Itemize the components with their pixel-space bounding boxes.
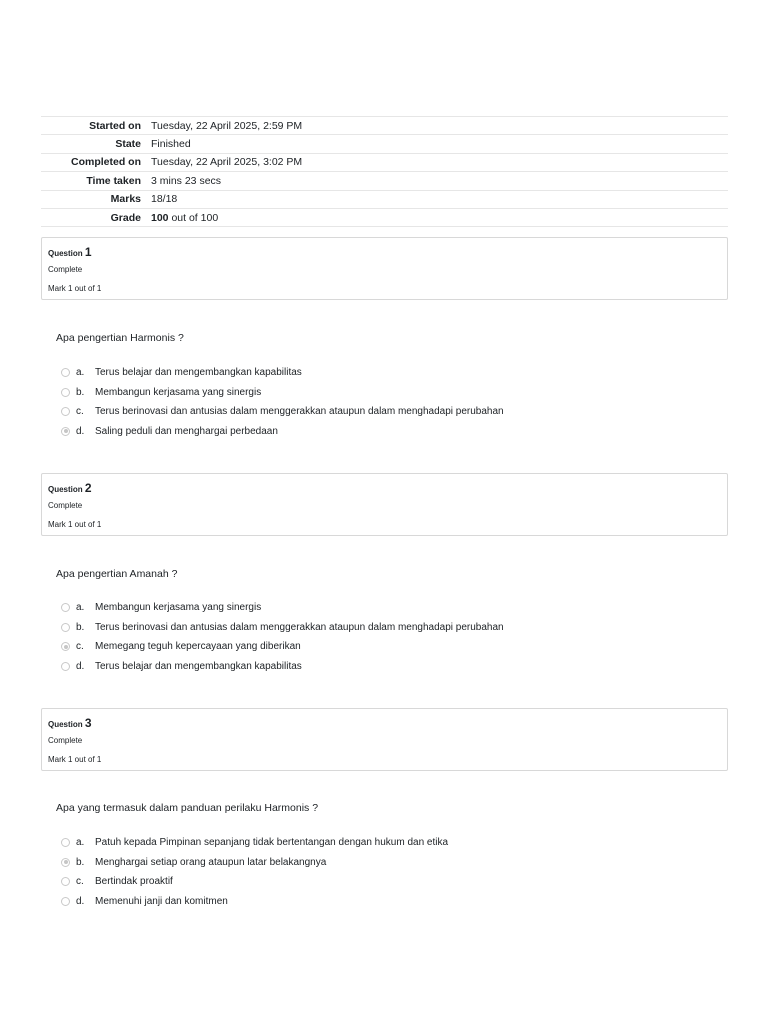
- answer-text: Bertindak proaktif: [95, 876, 173, 888]
- question-mark: Mark 1 out of 1: [48, 755, 102, 764]
- summary-row-completed: [41, 153, 728, 171]
- answer-letter: c.: [76, 641, 84, 653]
- question-number: [48, 716, 92, 730]
- question-label: Question: [48, 485, 85, 494]
- answer-text: Membangun kerjasama yang sinergis: [95, 602, 262, 614]
- answer-list: [61, 833, 448, 911]
- answer-letter: c.: [76, 406, 84, 418]
- answer-option[interactable]: [61, 598, 504, 618]
- answer-text: Saling peduli dan menghargai perbedaan: [95, 425, 278, 437]
- summary-value: Tuesday, 22 April 2025, 3:02 PM: [151, 156, 303, 169]
- answer-text: Memenuhi janji dan komitmen: [95, 895, 228, 907]
- answer-letter: b.: [76, 386, 85, 398]
- radio-button[interactable]: [61, 838, 70, 847]
- question-info-box: [41, 708, 728, 771]
- question-state: Complete: [48, 501, 83, 510]
- summary-value: Finished: [151, 138, 191, 151]
- answer-text: Menghargai setiap orang ataupun latar belakangnya: [95, 856, 327, 868]
- grade-suffix: out of 100: [168, 211, 219, 224]
- summary-label: State: [115, 138, 141, 151]
- grade-score: 100: [151, 211, 169, 224]
- question-number-value: 2: [84, 481, 92, 495]
- answer-text: Patuh kepada Pimpinan sepanjang tidak bertentangan dengan hukum dan etika: [95, 837, 449, 849]
- answer-text: Terus berinovasi dan antusias dalam menggerakkan ataupun dalam menghadapi perubahan: [95, 621, 504, 633]
- radio-button[interactable]: [61, 603, 70, 612]
- question-label: Question: [48, 249, 85, 258]
- answer-option[interactable]: [61, 892, 448, 912]
- answer-option[interactable]: [61, 853, 448, 873]
- question-text: Apa yang termasuk dalam panduan perilaku Harmonis ?: [56, 802, 319, 814]
- summary-label: Completed on: [71, 156, 141, 169]
- answer-option[interactable]: [61, 833, 448, 853]
- question-info-box: [41, 237, 728, 300]
- answer-text: Terus belajar dan mengembangkan kapabilitas: [95, 367, 302, 379]
- answer-letter: b.: [76, 856, 85, 868]
- radio-button[interactable]: [61, 623, 70, 632]
- question-number: [48, 245, 92, 259]
- answer-text: Terus belajar dan mengembangkan kapabilitas: [95, 660, 302, 672]
- summary-label: Marks: [110, 193, 141, 206]
- answer-letter: b.: [76, 621, 85, 633]
- answer-option[interactable]: [61, 872, 448, 892]
- summary-label: Time taken: [86, 174, 141, 187]
- question-number-value: 3: [84, 716, 92, 730]
- answer-letter: d.: [76, 425, 85, 437]
- answer-list: [61, 598, 504, 676]
- radio-button[interactable]: [61, 388, 70, 397]
- answer-option[interactable]: [61, 618, 504, 638]
- question-number-value: 1: [84, 245, 92, 259]
- radio-button[interactable]: [61, 897, 70, 906]
- summary-value: [151, 208, 728, 226]
- question-label: Question: [48, 720, 85, 729]
- answer-letter: d.: [76, 660, 85, 672]
- answer-option[interactable]: [61, 657, 504, 677]
- question-number: [48, 481, 92, 495]
- summary-value: Tuesday, 22 April 2025, 2:59 PM: [151, 119, 303, 132]
- radio-button[interactable]: [61, 368, 70, 377]
- summary-row-state: [41, 135, 728, 153]
- question-state: Complete: [48, 265, 83, 274]
- answer-option[interactable]: [61, 422, 504, 442]
- summary-row-time-taken: [41, 172, 728, 190]
- answer-option[interactable]: [61, 363, 504, 383]
- question-info-box: [41, 473, 728, 536]
- answer-text: Memegang teguh kepercayaan yang diberikan: [95, 641, 301, 653]
- answer-option[interactable]: [61, 383, 504, 403]
- summary-row-started: [41, 117, 728, 135]
- radio-button-selected[interactable]: [61, 427, 70, 436]
- summary-value: 3 mins 23 secs: [151, 174, 222, 187]
- question-text: Apa pengertian Harmonis ?: [56, 332, 184, 344]
- radio-button-selected[interactable]: [61, 858, 70, 867]
- answer-letter: a.: [76, 602, 85, 614]
- radio-button[interactable]: [61, 662, 70, 671]
- attempt-summary-table: [41, 116, 728, 227]
- summary-row-marks: [41, 190, 728, 208]
- summary-row-grade: [41, 208, 728, 226]
- answer-letter: a.: [76, 837, 85, 849]
- question-state: Complete: [48, 736, 83, 745]
- summary-label: Grade: [110, 211, 141, 224]
- summary-label: Started on: [89, 119, 141, 132]
- radio-button[interactable]: [61, 877, 70, 886]
- radio-button[interactable]: [61, 407, 70, 416]
- answer-option[interactable]: [61, 637, 504, 657]
- answer-list: [61, 363, 504, 441]
- answer-text: Membangun kerjasama yang sinergis: [95, 386, 262, 398]
- answer-letter: a.: [76, 367, 85, 379]
- question-mark: Mark 1 out of 1: [48, 284, 102, 293]
- radio-button-selected[interactable]: [61, 642, 70, 651]
- answer-letter: d.: [76, 895, 85, 907]
- answer-option[interactable]: [61, 402, 504, 422]
- summary-value: 18/18: [151, 193, 178, 206]
- answer-text: Terus berinovasi dan antusias dalam menggerakkan ataupun dalam menghadapi perubahan: [95, 406, 504, 418]
- answer-letter: c.: [76, 876, 84, 888]
- question-mark: Mark 1 out of 1: [48, 520, 102, 529]
- question-text: Apa pengertian Amanah ?: [56, 568, 178, 580]
